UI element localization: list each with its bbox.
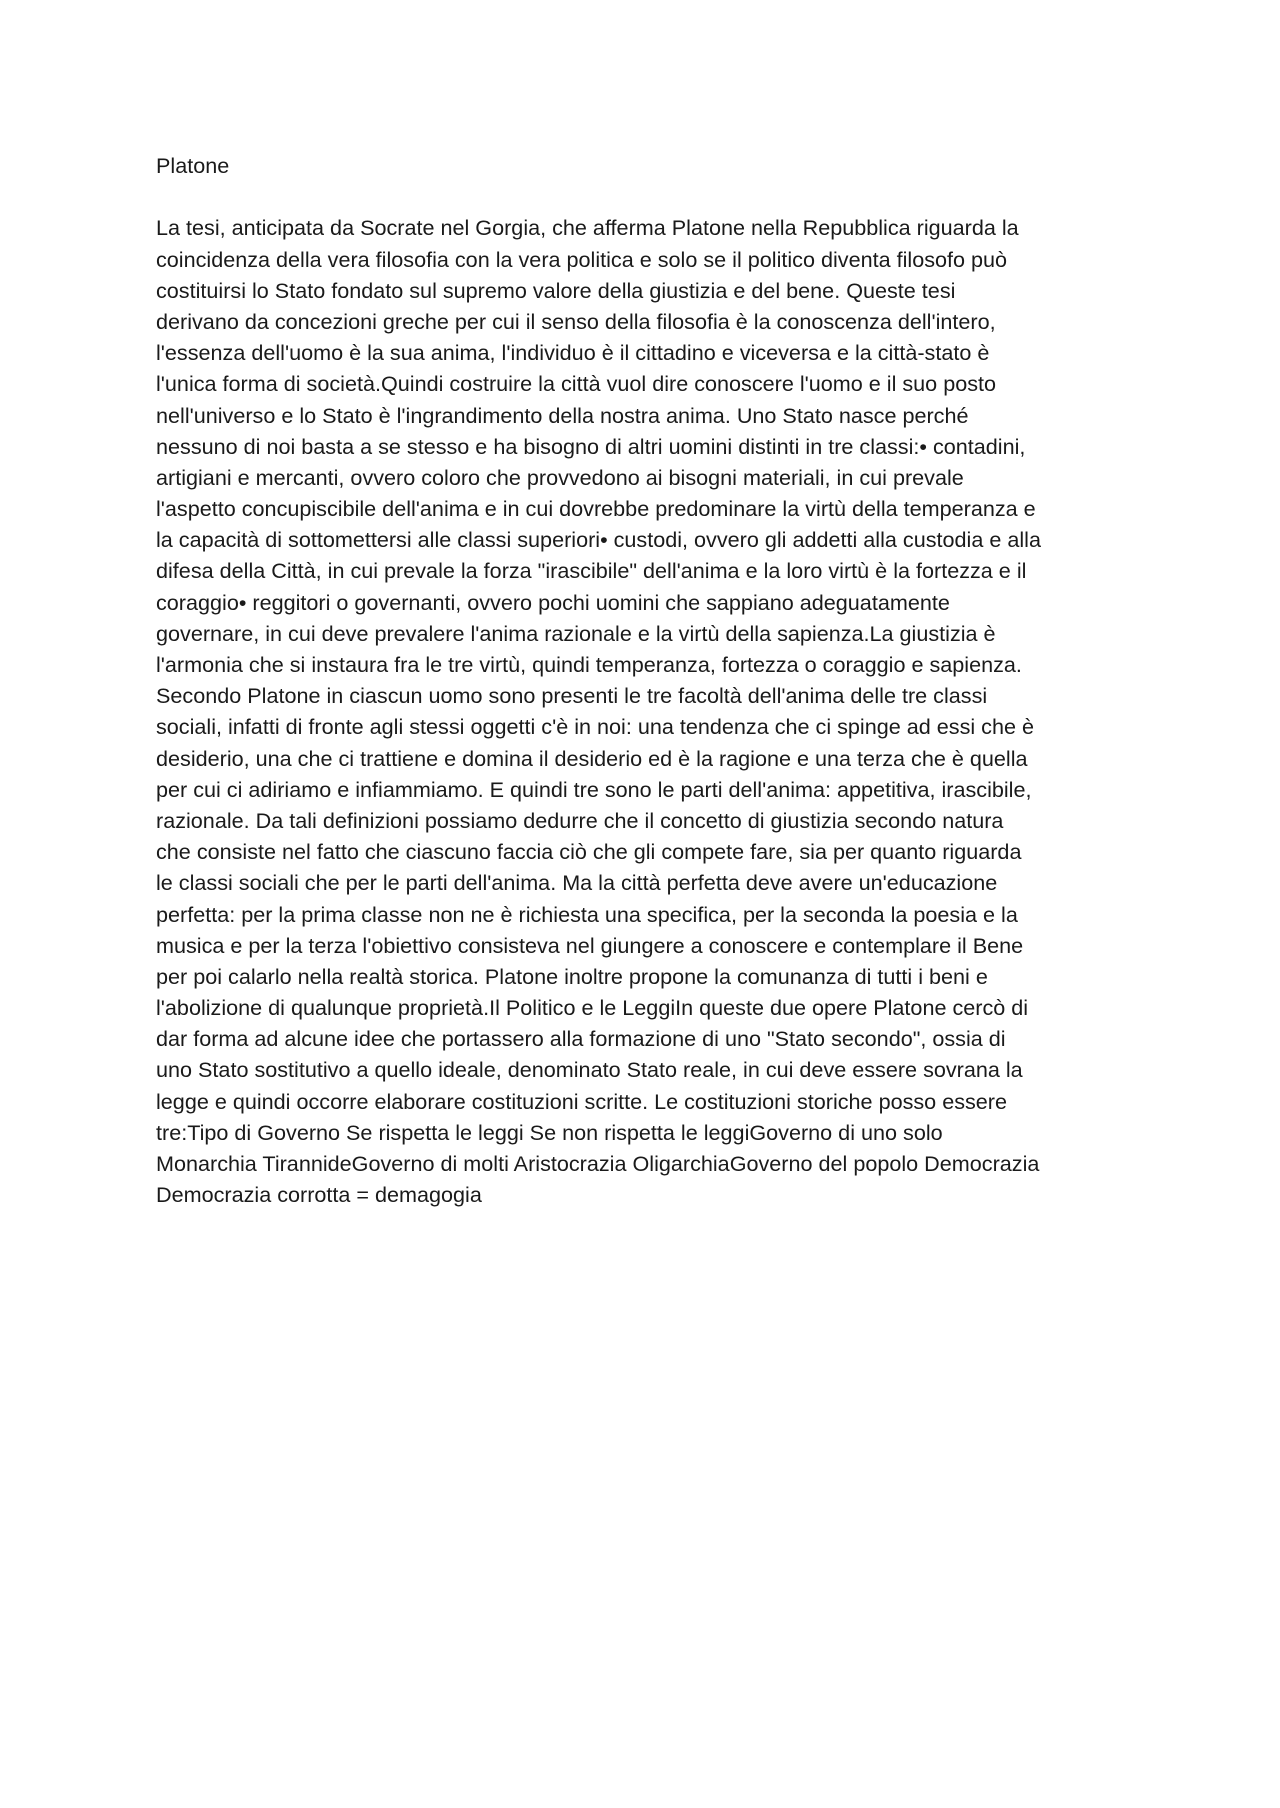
text-line: musica e per la terza l'obiettivo consisteva nel giungere a conoscere e contemplare il Bene <box>156 932 1024 958</box>
text-line: La tesi, anticipata da Socrate nel Gorgia, che afferma Platone nella Repubblica riguarda la <box>156 215 1019 241</box>
text-line: nessuno di noi basta a se stesso e ha bisogno di altri uomini distinti in tre classi:• contadini, <box>156 433 1026 459</box>
text-line: Democrazia corrotta = demagogia <box>156 1182 482 1208</box>
text-line: perfetta: per la prima classe non ne è richiesta una specifica, per la seconda la poesia e la <box>156 901 1018 927</box>
text-line: dar forma ad alcune idee che portassero alla formazione di uno "Stato secondo", ossia di <box>156 1026 1006 1052</box>
text-line: coraggio• reggitori o governanti, ovvero pochi uomini che sappiano adeguatamente <box>156 589 950 615</box>
text-line: le classi sociali che per le parti dell'anima. Ma la città perfetta deve avere un'educazione <box>156 870 998 896</box>
text-line: costituirsi lo Stato fondato sul supremo valore della giustizia e del bene. Queste tesi <box>156 277 956 303</box>
text-line: tre:Tipo di Governo Se rispetta le leggi Se non rispetta le leggiGoverno di uno solo <box>156 1119 943 1145</box>
text-line: desiderio, una che ci trattiene e domina il desiderio ed è la ragione e una terza che è quella <box>156 745 1028 771</box>
text-line: l'essenza dell'uomo è la sua anima, l'individuo è il cittadino e viceversa e la città-stato è <box>156 340 990 366</box>
text-line: che consiste nel fatto che ciascuno faccia ciò che gli compete fare, sia per quanto riguarda <box>156 839 1022 865</box>
text-line: razionale. Da tali definizioni possiamo dedurre che il concetto di giustizia secondo natura <box>156 807 1004 833</box>
body-paragraph <box>156 212 1146 1210</box>
text-line: governare, in cui deve prevalere l'anima razionale e la virtù della sapienza.La giustizia è <box>156 620 996 646</box>
text-line: per poi calarlo nella realtà storica. Platone inoltre propone la comunanza di tutti i beni e <box>156 963 988 989</box>
text-line: l'abolizione di qualunque proprietà.Il Politico e le LeggiIn queste due opere Platone cercò di <box>156 995 1029 1021</box>
text-line: difesa della Città, in cui prevale la forza "irascibile" dell'anima e la loro virtù è la fortezza e il <box>156 558 1027 584</box>
title-spacer <box>156 181 1146 212</box>
text-line: coincidenza della vera filosofia con la vera politica e solo se il politico diventa filosofo può <box>156 246 1008 272</box>
text-line: artigiani e mercanti, ovvero coloro che provvedono ai bisogni materiali, in cui prevale <box>156 464 964 490</box>
text-line: per cui ci adiriamo e infiammiamo. E quindi tre sono le parti dell'anima: appetitiva, irascibile, <box>156 776 1032 802</box>
text-line: l'armonia che si instaura fra le tre virtù, quindi temperanza, fortezza o coraggio e sapienza. <box>156 652 1022 677</box>
text-line: l'unica forma di società.Quindi costruire la città vuol dire conoscere l'uomo e il suo posto <box>156 371 997 397</box>
text-line: l'aspetto concupiscibile dell'anima e in cui dovrebbe predominare la virtù della temperanza e <box>156 496 1036 522</box>
text-line: Monarchia TirannideGoverno di molti Aristocrazia OligarchiaGoverno del popolo Democrazia <box>156 1151 1040 1176</box>
text-line: uno Stato sostitutivo a quello ideale, denominato Stato reale, in cui deve essere sovrana la <box>156 1057 1023 1083</box>
text-line: Secondo Platone in ciascun uomo sono presenti le tre facoltà dell'anima delle tre classi <box>156 683 988 709</box>
text-line: nell'universo e lo Stato è l'ingrandimento della nostra anima. Uno Stato nasce perché <box>156 402 969 428</box>
text-line: la capacità di sottomettersi alle classi superiori• custodi, ovvero gli addetti alla custodia e alla <box>156 527 1041 553</box>
document-title: Platone <box>156 153 230 178</box>
text-line: derivano da concezioni greche per cui il senso della filosofia è la conoscenza dell'intero, <box>156 308 996 334</box>
document-content <box>156 150 1146 1210</box>
text-line: legge e quindi occorre elaborare costituzioni scritte. Le costituzioni storiche posso essere <box>156 1088 1008 1114</box>
text-line: sociali, infatti di fronte agli stessi oggetti c'è in noi: una tendenza che ci spinge ad essi che è <box>156 714 1034 740</box>
